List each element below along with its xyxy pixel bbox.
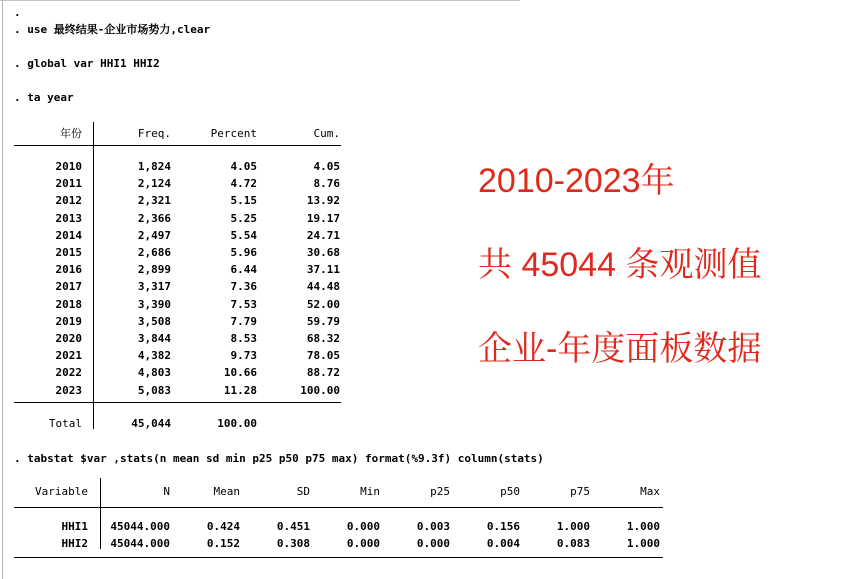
cum-cell: 59.79 [306,315,340,328]
freq-table-row [14,364,340,381]
year-cell: 2017 [55,280,82,293]
max-cell: 1.000 [626,537,660,550]
freq-table-row [14,227,340,244]
freq-table-row [14,244,340,261]
stats-header-n: N [163,485,170,498]
freq-table-header-rule [14,145,341,146]
percent-cell: 4.05 [230,160,257,173]
variable-cell: HHI2 [61,537,88,550]
percent-cell: 11.28 [223,384,257,397]
window-top-border [0,0,520,1]
freq-cell: 3,844 [137,332,171,345]
freq-table-row [14,210,340,227]
stats-header-mean: Mean [213,485,240,498]
min-cell: 0.000 [346,537,380,550]
stats-header-p25: p25 [430,485,450,498]
percent-cell: 5.25 [230,212,257,225]
stats-header-min: Min [360,485,380,498]
year-cell: 2023 [55,384,82,397]
freq-table-total-row [14,415,340,432]
year-cell: 2010 [55,160,82,173]
freq-cell: 3,317 [137,280,171,293]
percent-cell: 8.53 [230,332,257,345]
year-cell: 2013 [55,212,82,225]
stats-header-variable: Variable [35,485,88,498]
year-cell: 2014 [55,229,82,242]
freq-cell: 4,803 [137,366,171,379]
total-percent: 100.00 [217,417,257,430]
freq-table-row [14,175,340,192]
freq-table-header [14,125,340,142]
percent-cell: 6.44 [230,263,257,276]
stats-table-row [14,535,660,552]
percent-cell: 7.53 [230,298,257,311]
freq-cell: 3,390 [137,298,171,311]
percent-cell: 5.15 [230,194,257,207]
freq-table-row [14,296,340,313]
p50-cell: 0.156 [486,520,520,533]
annotation-observation-count: 共 45044 条观测值 [478,246,762,284]
annotation-year-range: 2010-2023年 [478,162,675,200]
stats-table-header [14,483,660,500]
cum-cell: 4.05 [313,160,340,173]
p25-cell: 0.000 [416,537,450,550]
cum-cell: 68.32 [306,332,340,345]
cum-cell: 30.68 [306,246,340,259]
variable-cell: HHI1 [61,520,88,533]
year-cell: 2015 [55,246,82,259]
cum-cell: 37.11 [306,263,340,276]
stats-header-max: Max [640,485,660,498]
mean-cell: 0.152 [206,537,240,550]
n-cell: 45044.000 [110,537,170,550]
console-prompt-line: . [14,6,21,19]
percent-cell: 9.73 [230,349,257,362]
freq-header-freq: Freq. [137,127,171,140]
percent-cell: 5.96 [230,246,257,259]
freq-table-row [14,382,340,399]
year-cell: 2012 [55,194,82,207]
p75-cell: 1.000 [556,520,590,533]
stats-header-sd: SD [296,485,310,498]
p75-cell: 0.083 [556,537,590,550]
max-cell: 1.000 [626,520,660,533]
stats-table-bottom-rule [14,557,663,558]
freq-cell: 2,366 [137,212,171,225]
freq-table-row [14,313,340,330]
freq-cell: 3,508 [137,315,171,328]
window-left-border [2,0,3,579]
stats-header-p50: p50 [500,485,520,498]
freq-table-total-rule [14,402,341,403]
cum-cell: 78.05 [306,349,340,362]
percent-cell: 10.66 [223,366,257,379]
year-cell: 2022 [55,366,82,379]
cum-cell: 44.48 [306,280,340,293]
freq-cell: 2,899 [137,263,171,276]
n-cell: 45044.000 [110,520,170,533]
min-cell: 0.000 [346,520,380,533]
stats-row-gap [88,535,100,552]
cum-cell: 100.00 [300,384,340,397]
freq-table-row [14,347,340,364]
console-cmd-tabulate: . ta year [14,91,74,104]
freq-table-row [14,278,340,295]
total-label: Total [48,417,82,430]
percent-cell: 5.54 [230,229,257,242]
stats-table-row [14,518,660,535]
total-freq: 45,044 [131,417,171,430]
year-cell: 2018 [55,298,82,311]
cum-cell: 13.92 [306,194,340,207]
freq-table-row [14,158,340,175]
freq-cell: 2,321 [137,194,171,207]
freq-table-row [14,261,340,278]
freq-header-percent: Percent [210,127,257,140]
cum-cell: 52.00 [306,298,340,311]
p50-cell: 0.004 [486,537,520,550]
console-cmd-use: . use 最终结果-企业市场势力,clear [14,23,211,36]
stats-header-gap [88,483,100,500]
freq-cell: 2,686 [137,246,171,259]
cum-cell: 88.72 [306,366,340,379]
mean-cell: 0.424 [206,520,240,533]
percent-cell: 7.79 [230,315,257,328]
cum-cell: 19.17 [306,212,340,225]
console-cmd-tabstat: . tabstat $var ,stats(n mean sd min p25 p50 p75 max) format(%9.3f) column(stats) [14,452,544,465]
total-cum [257,415,340,432]
year-cell: 2016 [55,263,82,276]
freq-header-year: 年份 [60,127,82,140]
sd-cell: 0.308 [276,537,310,550]
p25-cell: 0.003 [416,520,450,533]
percent-cell: 7.36 [230,280,257,293]
freq-cell: 2,124 [137,177,171,190]
cum-cell: 24.71 [306,229,340,242]
year-cell: 2011 [55,177,82,190]
year-cell: 2019 [55,315,82,328]
freq-table-row [14,330,340,347]
year-cell: 2021 [55,349,82,362]
freq-cell: 5,083 [137,384,171,397]
stats-table-header-rule [14,507,663,508]
freq-cell: 4,382 [137,349,171,362]
sd-cell: 0.451 [276,520,310,533]
year-cell: 2020 [55,332,82,345]
console-cmd-global: . global var HHI1 HHI2 [14,57,160,70]
freq-table-row [14,192,340,209]
stats-row-gap [88,518,100,535]
freq-cell: 1,824 [137,160,171,173]
annotation-panel-type: 企业-年度面板数据 [478,330,762,368]
freq-header-cum: Cum. [313,127,340,140]
freq-cell: 2,497 [137,229,171,242]
stats-header-p75: p75 [570,485,590,498]
cum-cell: 8.76 [313,177,340,190]
percent-cell: 4.72 [230,177,257,190]
